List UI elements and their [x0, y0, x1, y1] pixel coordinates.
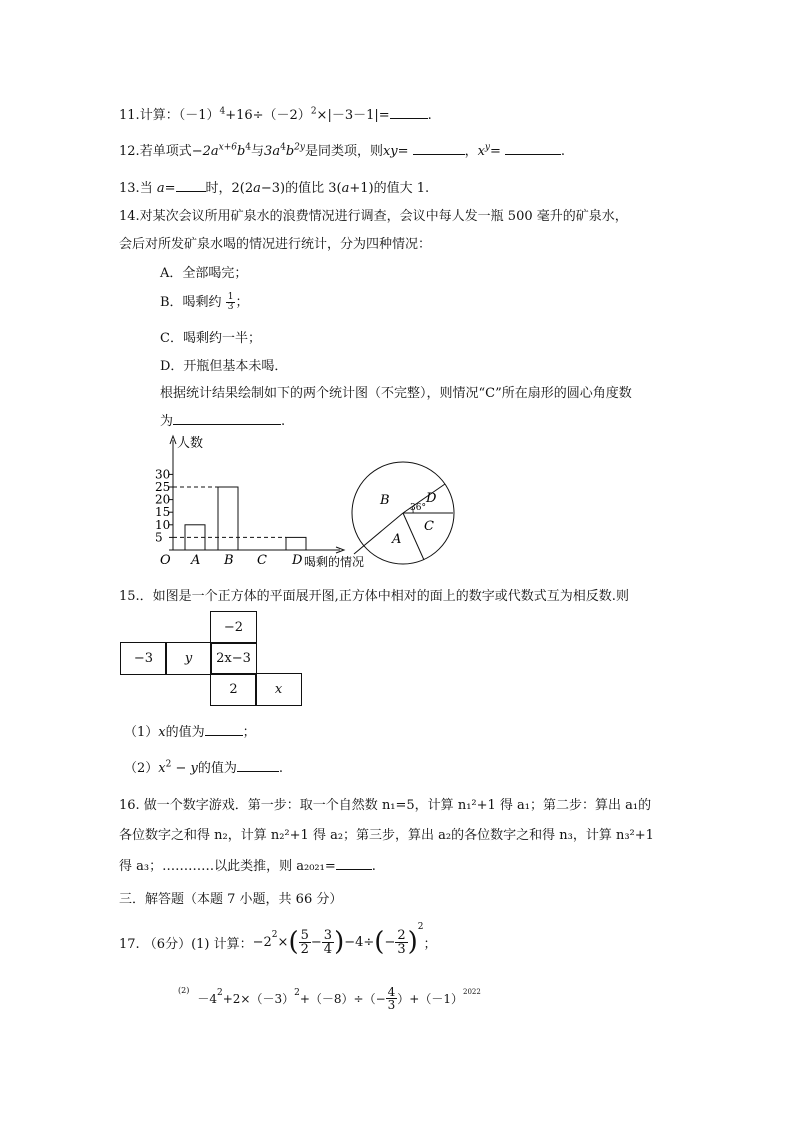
q12-x: x — [477, 144, 485, 159]
q17-label: 17. （6分）(1) 计算： — [119, 936, 253, 952]
q12-answer-blank2[interactable] — [505, 142, 561, 155]
q12-eq2: = — [490, 144, 501, 159]
cube-face-left2 — [165, 642, 212, 675]
q13-text2: = — [164, 181, 176, 196]
q17-part2-a: －4 — [197, 991, 217, 1006]
x-tick-label: C — [257, 553, 267, 568]
q17-part2-exp1: 2 — [216, 988, 223, 998]
q11-power2: 2 — [310, 106, 317, 117]
fraction-numerator: 5 — [300, 927, 309, 943]
y-tick-label: 25 — [155, 480, 171, 494]
q17-neg: − — [384, 934, 396, 950]
q17-exp2: 2 — [417, 922, 424, 932]
q11-power1: 4 — [219, 106, 226, 117]
q15-sub1-end: ； — [242, 725, 256, 740]
q13-var-a2: a — [253, 181, 261, 196]
bar-chart — [140, 430, 380, 570]
x-axis-label: 喝剩的情况 — [304, 555, 365, 569]
q12-text3: 是同类项，则 — [304, 144, 383, 159]
q13-text1: 当 — [139, 181, 157, 196]
cube-face-top-value: −2 — [223, 620, 244, 635]
q17-expr1: −2 — [252, 934, 272, 950]
y-tick-label: 15 — [155, 505, 171, 520]
q13-var-a: a — [156, 181, 165, 196]
cube-face-bottom2-value: x — [274, 682, 283, 697]
q17-frac2 — [322, 929, 334, 956]
cube-face-top — [210, 611, 257, 644]
q12-exp1b: 4 — [245, 142, 252, 153]
bar — [218, 487, 238, 550]
q17-part2-b: +2×（－3） — [222, 991, 295, 1006]
q12-answer-blank1[interactable] — [413, 142, 465, 155]
q17-part2-d: ）+（－1） — [397, 991, 463, 1006]
q17-lparen1: ( — [288, 927, 299, 957]
fraction-denominator: 4 — [323, 941, 333, 957]
q15-sub2-end: . — [278, 761, 284, 776]
y-tick-label: 20 — [155, 492, 171, 507]
fraction-denominator: 3 — [227, 302, 234, 312]
q17-lparen2: ( — [374, 927, 385, 957]
question-11 — [119, 104, 432, 123]
q14-option-c: C．喝剩约一半； — [160, 331, 261, 346]
q14-option-b-text: B．喝剩约 — [160, 295, 222, 310]
q12-exp1: x+6 — [218, 142, 237, 153]
q17-times: × — [277, 934, 289, 950]
question-12 — [119, 140, 565, 159]
x-tick-label: D — [292, 553, 303, 568]
q11-text2: +16÷（－2） — [225, 108, 311, 123]
q17-part2 — [178, 978, 481, 1018]
cube-face-left2-value: y — [184, 651, 193, 666]
q13-text4: −3)的值比 3( — [260, 181, 342, 196]
q14-line4-text: 为 — [160, 414, 174, 429]
cube-face-center-value: 2x−3 — [216, 651, 251, 666]
q17-part2-c: +（－8）÷（− — [299, 991, 386, 1006]
q17-part2-exp2: 2 — [294, 988, 300, 998]
cube-face-bottom1 — [210, 673, 257, 706]
section-3-heading: 三．解答题（本题 7 小题，共 66 分） — [119, 892, 343, 907]
q15-sub1-text: 的值为 — [165, 725, 205, 740]
q15-sub1-blank[interactable] — [205, 723, 243, 736]
q14-option-b-end: ； — [235, 295, 249, 310]
q13-answer-blank[interactable] — [176, 179, 206, 192]
q15-sub1-label: （1） — [124, 725, 159, 740]
q17-exp1: 2 — [271, 930, 278, 940]
origin-label: O — [160, 553, 171, 568]
q11-answer-blank[interactable] — [390, 106, 428, 119]
x-tick-label: B — [224, 553, 234, 568]
q11-end: . — [427, 108, 432, 123]
q16-line1: 16. 做一个数字游戏．第一步：取一个自然数 n₁=5，计算 n₁²+1 得 a₁；第二步：算出 a₁的 — [119, 798, 652, 813]
q15-sub2-y: − y — [171, 761, 198, 776]
pie-angle-label: 36° — [410, 503, 426, 513]
fraction-numerator: 2 — [397, 927, 406, 943]
q16-line3 — [119, 855, 376, 874]
q17-mid: −4÷ — [344, 934, 375, 950]
y-tick-label: 10 — [155, 517, 171, 532]
q17-frac3 — [395, 929, 407, 956]
q15-sub2-x: x — [158, 761, 166, 776]
q15-sub2-label: （2） — [124, 761, 159, 776]
q14-line3: 根据统计结果绘制如下的两个统计图（不完整），则情况“C”所在扇形的圆心角度数 — [160, 386, 632, 401]
q13-text5: +1)的值大 1. — [349, 181, 430, 196]
q14-option-b — [160, 291, 248, 312]
q14-line4 — [160, 410, 285, 429]
q12-eq: = — [397, 144, 409, 159]
cube-face-bottom1-value: 2 — [229, 682, 238, 697]
q14-answer-blank[interactable] — [173, 412, 281, 425]
fraction-denominator: 3 — [387, 997, 396, 1012]
q17-part2-exp3: 2022 — [463, 988, 481, 996]
bar-chart-plot — [155, 435, 364, 569]
q13-number: 13. — [119, 181, 140, 196]
x-tick-label: A — [191, 553, 201, 568]
q13-var-a3: a — [341, 181, 350, 196]
q15-sub2-text: 的值为 — [197, 761, 237, 776]
pie-label-d: D — [426, 491, 437, 506]
q15-text: 15.．如图是一个正方体的平面展开图,正方体中相对的面上的数字或代数式互为相反数.则 — [119, 589, 629, 604]
q15-sub1 — [124, 721, 256, 740]
q16-answer-blank[interactable] — [336, 857, 372, 870]
q17-rparen2: ) — [407, 927, 418, 957]
q14-option-b-fraction — [226, 293, 236, 312]
q12-end: . — [560, 144, 566, 159]
q14-line1: 14.对某次会议所用矿泉水的浪费情况进行调查，会议中每人发一瓶 500 毫升的矿泉水， — [119, 209, 628, 224]
q12-monomial1: −2a — [191, 144, 219, 159]
q12-comma: ， — [464, 144, 478, 159]
q12-monomial2-b: b — [285, 144, 295, 159]
q17-part2-fraction — [386, 986, 398, 1011]
fraction-numerator: 3 — [323, 927, 333, 943]
q12-text1: 若单项式 — [139, 144, 192, 159]
q14-line4-end: . — [281, 414, 286, 429]
q12-xsup: y — [484, 142, 491, 153]
pie-chart — [350, 460, 460, 570]
cube-face-left1-value: −3 — [133, 651, 154, 666]
fraction-denominator: 2 — [300, 941, 309, 957]
bar — [286, 537, 306, 550]
question-13 — [119, 177, 429, 196]
q11-text3: ×|－3－1|= — [316, 108, 390, 123]
q17-rparen1: ) — [334, 927, 345, 957]
q17-part2-label: (2) — [178, 986, 190, 995]
fraction-numerator: 1 — [227, 292, 234, 302]
q12-number: 12. — [119, 144, 140, 159]
cube-net — [120, 611, 303, 707]
q14-option-a: A．全部喝完； — [160, 266, 248, 281]
q17-frac1 — [299, 929, 311, 956]
fraction-numerator: 4 — [387, 984, 396, 999]
q15-sub1-x: x — [158, 725, 166, 740]
q12-exp2b: 2y — [294, 142, 305, 153]
q13-text3: 时，2(2 — [205, 181, 254, 196]
y-tick-label: 5 — [155, 530, 163, 545]
q16-line3-text: 得 a₃；…………以此类推，则 a₂₀₂₁= — [119, 859, 336, 874]
cube-face-bottom2 — [255, 673, 302, 706]
y-tick-label: 30 — [155, 467, 171, 482]
q17-part1 — [119, 920, 437, 964]
q12-monomial2: 3a — [264, 144, 281, 159]
q17-minus: − — [310, 934, 322, 950]
q11-text: 计算：（－1） — [139, 108, 220, 123]
q15-sub2-blank[interactable] — [237, 759, 279, 772]
cube-face-center — [210, 642, 257, 675]
q15-sub2 — [124, 757, 283, 776]
y-axis-label: 人数 — [177, 436, 204, 451]
pie-divider-ca — [403, 513, 424, 560]
q14-line2: 会后对所发矿泉水喝的情况进行统计，分为四种情况： — [119, 237, 432, 252]
pie-label-a: A — [392, 532, 402, 547]
cube-face-left1 — [120, 642, 167, 675]
q12-exp2: 4 — [280, 142, 286, 153]
pie-label-c: C — [424, 519, 434, 534]
q12-xy: xy — [382, 144, 398, 159]
fraction-denominator: 3 — [397, 941, 406, 957]
q14-option-d: D．开瓶但基本未喝． — [160, 359, 288, 374]
q12-monomial1-b: b — [236, 144, 246, 159]
pie-label-b: B — [380, 493, 390, 508]
q16-line3-end: . — [371, 859, 376, 874]
q12-text2: 与 — [251, 144, 265, 159]
q15-sub2-exp: 2 — [165, 759, 172, 770]
q16-line2: 各位数字之和得 n₂，计算 n₂²+1 得 a₂；第三步，算出 a₂的各位数字之和得 n₃，计算 n₃²+1 — [119, 828, 654, 843]
q11-number: 11. — [119, 108, 140, 123]
q17-end: ； — [423, 936, 437, 952]
